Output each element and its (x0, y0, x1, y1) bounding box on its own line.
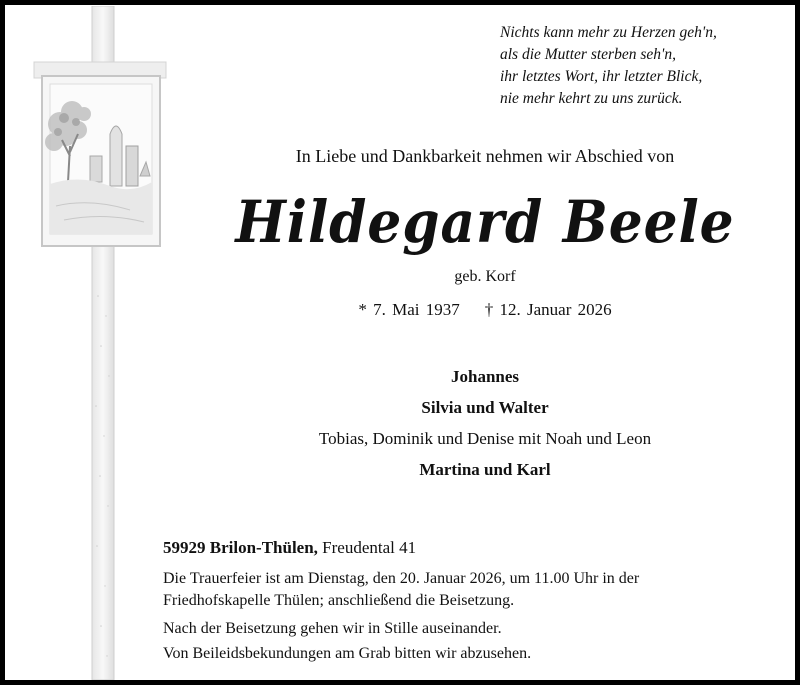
postal-city: 59929 Brilon-Thülen, (163, 538, 318, 557)
birth-date: * 7. Mai 1937 (358, 300, 460, 319)
cross-illustration (20, 6, 180, 680)
deceased-name: Hildegard Beele (235, 188, 735, 256)
funeral-note: Nach der Beisetzung gehen wir in Stille auseinander. (163, 620, 502, 637)
street: Freudental 41 (322, 538, 417, 557)
funeral-note: Von Beileidsbekundungen am Grab bitten wir abzusehen. (163, 645, 532, 662)
life-dates (180, 300, 790, 320)
funeral-note: Die Trauerfeier ist am Dienstag, den 20. Januar 2026, um 11.00 Uhr in der (163, 570, 640, 587)
poem (500, 22, 717, 110)
poem-line: nie mehr kehrt zu uns zurück. (500, 90, 683, 107)
mourner-line: Tobias, Dominik und Denise mit Noah und Leon (318, 429, 652, 448)
mourner-line: Silvia und Walter (421, 398, 549, 417)
farewell-intro: In Liebe und Dankbarkeit nehmen wir Abschied von (295, 146, 675, 166)
poem-line: ihr letztes Wort, ihr letzter Blick, (500, 68, 703, 85)
poem-line: Nichts kann mehr zu Herzen geh'n, (500, 24, 717, 41)
maiden-name: geb. Korf (454, 268, 516, 285)
funeral-note: Friedhofskapelle Thülen; anschließend die Beisetzung. (163, 592, 515, 609)
poem-line: als die Mutter sterben seh'n, (500, 46, 676, 63)
mourner-line: Johannes (450, 367, 520, 386)
death-date: † 12. Januar 2026 (484, 300, 612, 319)
mourner-line: Martina und Karl (419, 460, 551, 479)
address (163, 538, 416, 558)
